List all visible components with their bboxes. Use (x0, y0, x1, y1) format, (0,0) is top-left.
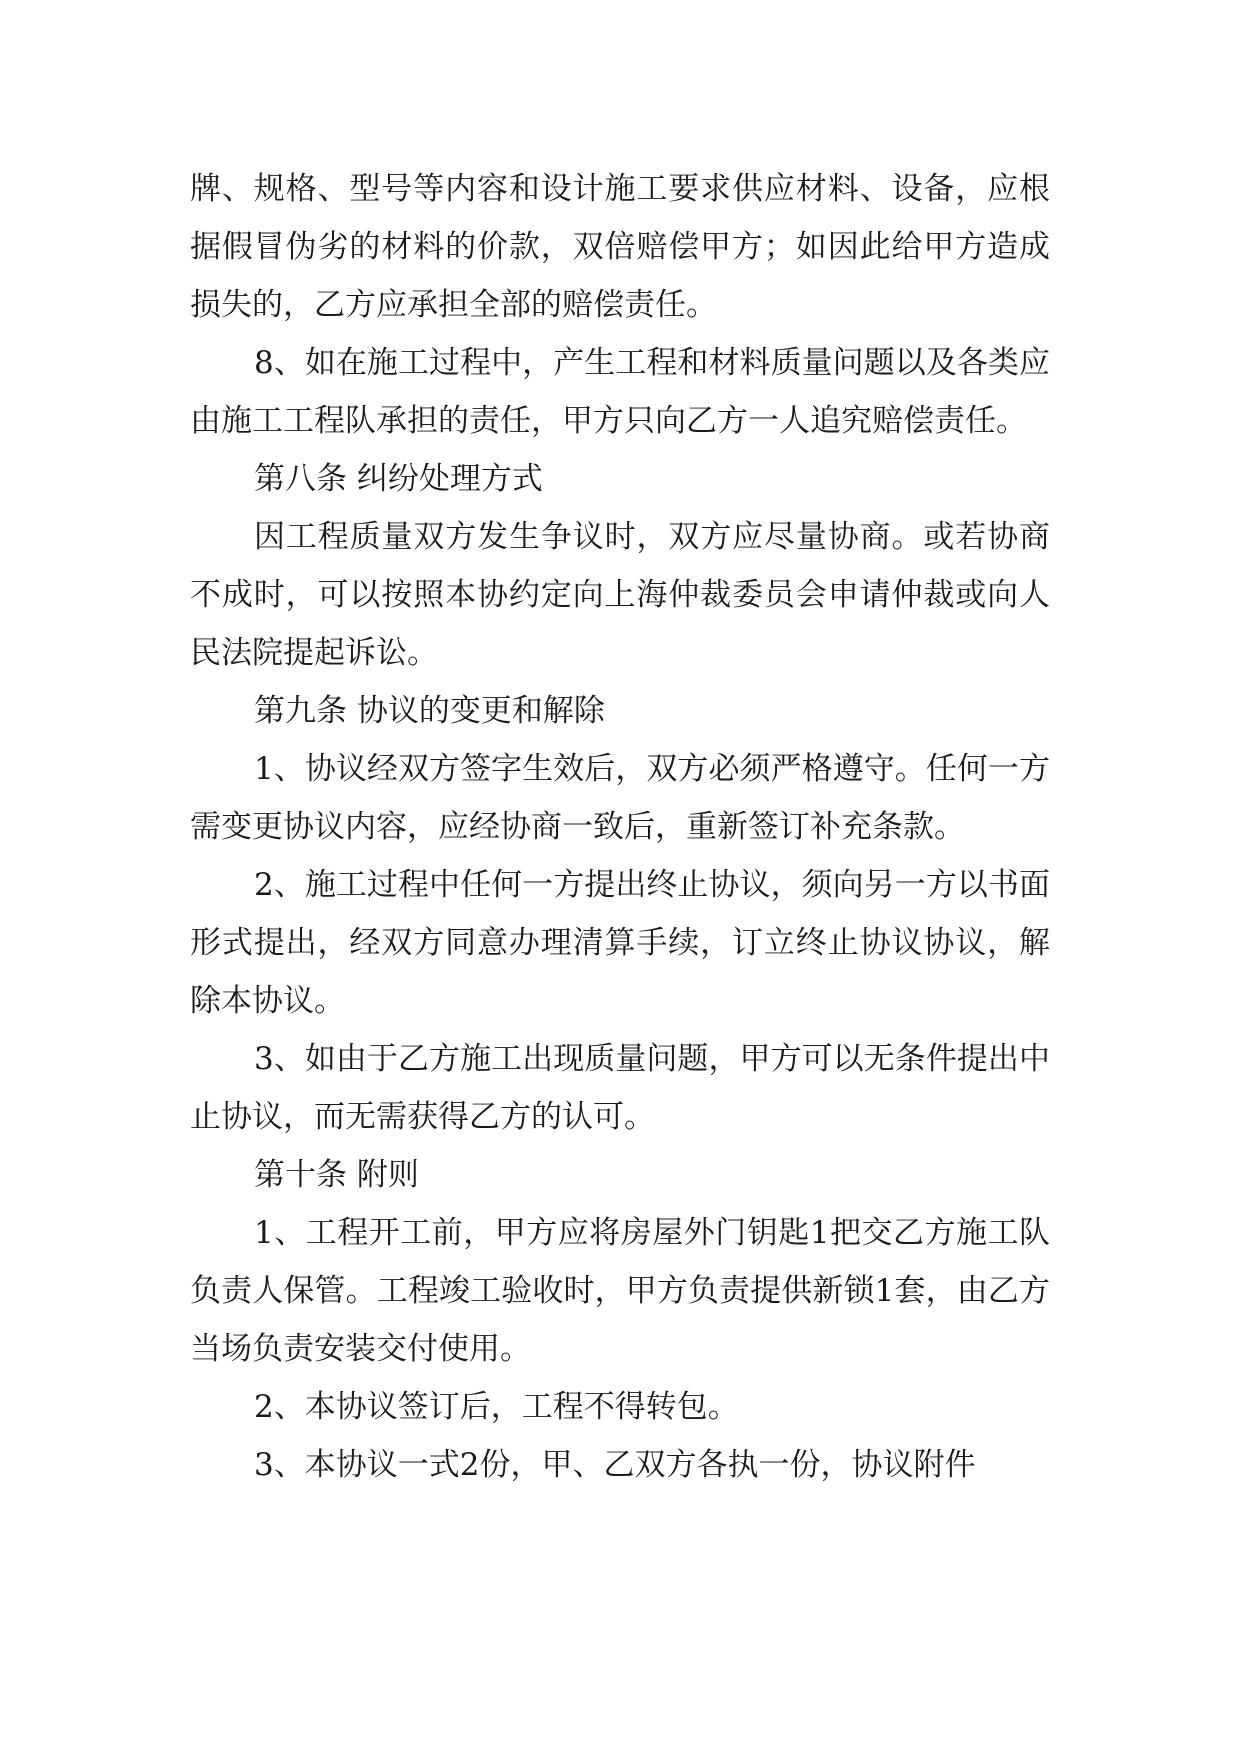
paragraph-item-8: 8、如在施工过程中，产生工程和材料质量问题以及各类应由施工工程队承担的责任，甲方只向乙方一人追究赔偿责任。 (190, 345, 1050, 439)
heading-article-8: 第八条 纠纷处理方式 (254, 461, 543, 497)
paragraph-continuation: 牌、规格、型号等内容和设计施工要求供应材料、设备，应根据假冒伪劣的材料的价款，双倍赔偿甲方；如因此给甲方造成损失的，乙方应承担全部的赔偿责任。 (190, 171, 1050, 323)
paragraph-article-9-item-1: 1、协议经双方签字生效后，双方必须严格遵守。任何一方需变更协议内容，应经协商一致后，重新签订补充条款。 (190, 751, 1050, 845)
paragraph-article-9-item-3: 3、如由于乙方施工出现质量问题，甲方可以无条件提出中止协议，而无需获得乙方的认可。 (190, 1041, 1050, 1135)
paragraph-article-9-item-2: 2、施工过程中任何一方提出终止协议，须向另一方以书面形式提出，经双方同意办理清算手续，订立终止协议协议，解除本协议。 (190, 867, 1050, 1019)
paragraph-dispute: 因工程质量双方发生争议时，双方应尽量协商。或若协商不成时，可以按照本协约定向上海仲裁委员会申请仲裁或向人民法院提起诉讼。 (190, 519, 1050, 671)
paragraph-article-10-item-3: 3、本协议一式2份，甲、乙双方各执一份，协议附件 (254, 1447, 976, 1483)
document-body (190, 160, 1050, 1494)
paragraph-article-10-item-1: 1、工程开工前，甲方应将房屋外门钥匙1把交乙方施工队负责人保管。工程竣工验收时，甲方负责提供新锁1套，由乙方当场负责安装交付使用。 (190, 1215, 1050, 1367)
heading-article-9: 第九条 协议的变更和解除 (254, 693, 605, 729)
heading-article-10: 第十条 附则 (254, 1157, 419, 1193)
paragraph-article-10-item-2: 2、本协议签订后，工程不得转包。 (254, 1389, 739, 1425)
